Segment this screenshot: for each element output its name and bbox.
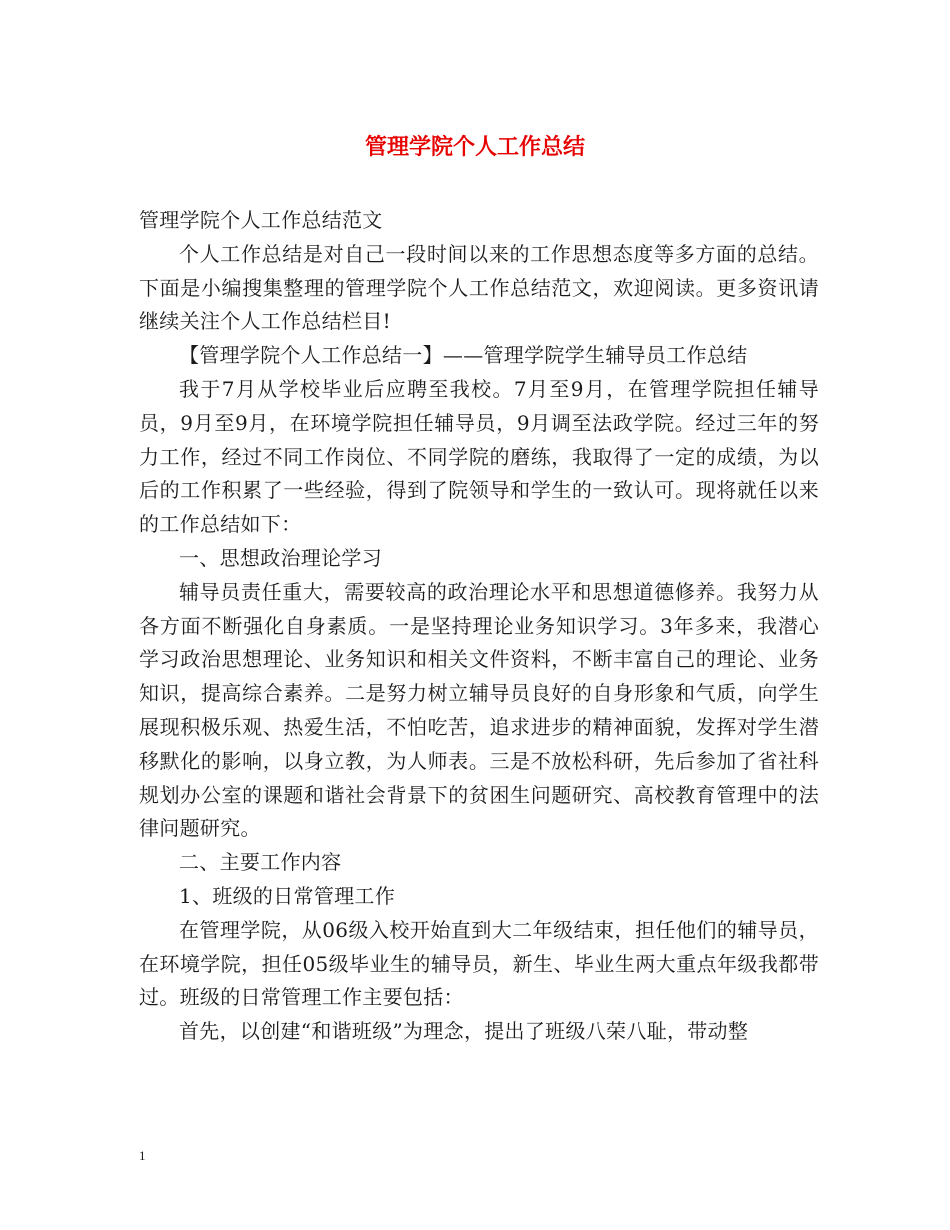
paragraph: 首先，以创建“和谐班级”为理念，提出了班级八荣八耻，带动整	[179, 1019, 749, 1044]
paragraph: 我于7月从学校毕业后应聘至我校。7月至9月，在管理学院担任辅导员，9月至9月，在环境学院担任辅导员，9月调至法政学院。经过三年的努力工作，经过不同工作岗位、不同学院的磨练，我取得了一定的成绩，为以后的工作积累了一些经验，得到了院领导和学生的一致认可。现将就任以来的工作总结如下：	[139, 376, 819, 537]
paragraph: 【管理学院个人工作总结一】——管理学院学生辅导员工作总结	[179, 343, 748, 368]
paragraph: 个人工作总结是对自己一段时间以来的工作思想态度等多方面的总结。下面是小编搜集整理的管理学院个人工作总结范文，欢迎阅读。更多资讯请继续关注个人工作总结栏目!	[139, 241, 819, 334]
section-heading: 二、主要工作内容	[179, 850, 342, 875]
page-number: 1	[139, 1148, 146, 1163]
subsection-heading: 1、班级的日常管理工作	[179, 883, 396, 908]
paragraph: 辅导员责任重大，需要较高的政治理论水平和思想道德修养。我努力从各方面不断强化自身素质。一是坚持理论业务知识学习。3年多来，我潜心学习政治思想理论、业务知识和相关文件资料，不断丰富自己的理论、业务知识，提高综合素养。二是努力树立辅导员良好的自身形象和气质，向学生展现积极乐观、热爱生活，不怕吃苦，追求进步的精神面貌，发挥对学生潜移默化的影响，以身立教，为人师表。三是不放松科研，先后参加了省社科规划办公室的课题和谐社会背景下的贫困生问题研究、高校教育管理中的法律问题研究。	[139, 579, 819, 841]
section-heading: 一、思想政治理论学习	[179, 545, 382, 570]
paragraph: 在管理学院，从06级入校开始直到大二年级结束，担任他们的辅导员，在环境学院，担任05级毕业生的辅导员，新生、毕业生两大重点年级我都带过。班级的日常管理工作主要包括：	[139, 917, 819, 1010]
paragraph: 管理学院个人工作总结范文	[139, 208, 383, 232]
document-body	[139, 204, 819, 1049]
document-title: 管理学院个人工作总结	[364, 134, 585, 160]
